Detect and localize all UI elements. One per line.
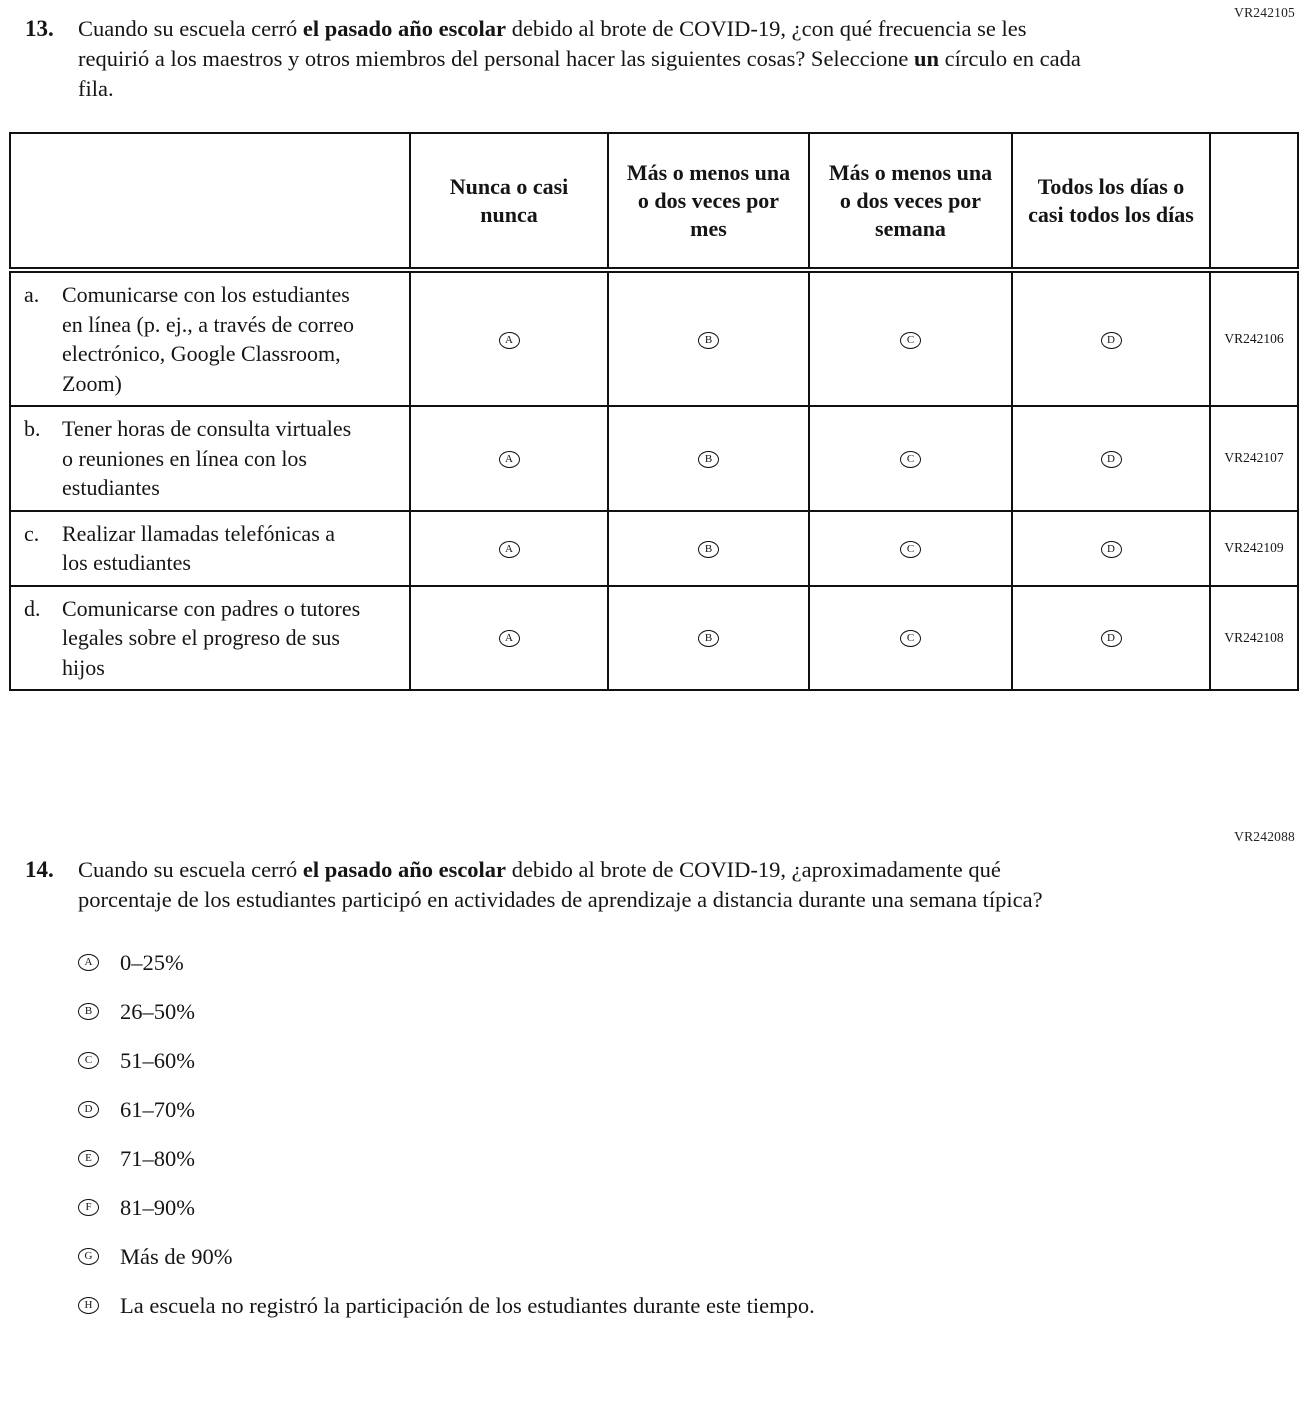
q14-option-b-text: 26–50% — [120, 999, 195, 1024]
table-row-b — [10, 406, 1298, 511]
q13-d-bubble-D[interactable]: D — [1101, 630, 1122, 647]
table-row-d — [10, 586, 1298, 691]
question-14-number: 14. — [25, 857, 54, 882]
q14-bubble-B[interactable]: B — [78, 1003, 99, 1020]
row-a-item — [10, 270, 410, 406]
table-header-row — [10, 133, 1298, 270]
column-header-weekly: Más o menos una o dos veces por semana — [809, 133, 1012, 270]
question-14-options — [78, 947, 1306, 1321]
q14-bubble-D[interactable]: D — [78, 1101, 99, 1118]
q14-option-d-text: 61–70% — [120, 1097, 195, 1122]
q14-option-g-text: Más de 90% — [120, 1244, 233, 1269]
q14-option-h[interactable] — [78, 1290, 1306, 1321]
q14-option-f-text: 81–90% — [120, 1195, 195, 1220]
q13-a-bubble-B[interactable]: B — [698, 332, 719, 349]
row-b-item — [10, 406, 410, 511]
q13-b-bubble-B[interactable]: B — [698, 451, 719, 468]
row-c-letter: c. — [24, 520, 40, 546]
question-13 — [0, 0, 1306, 104]
q13-a-bubble-D[interactable]: D — [1101, 332, 1122, 349]
q13-prompt-bold: un — [914, 46, 940, 71]
row-b-letter: b. — [24, 416, 41, 441]
q13-c-bubble-D[interactable]: D — [1101, 541, 1122, 558]
q14-option-e-text: 71–80% — [120, 1146, 195, 1171]
q14-option-c[interactable] — [78, 1045, 1306, 1076]
column-header-never: Nunca o casi nunca — [410, 133, 608, 270]
row-c-code: VR242109 — [1210, 511, 1298, 586]
header-stub — [10, 133, 410, 270]
q13-prompt-seg: Cuando su escuela cerró — [78, 16, 303, 41]
header-code-stub — [1210, 133, 1298, 270]
row-c-item — [10, 511, 410, 586]
question-13-prompt — [78, 14, 1088, 104]
q13-b-bubble-D[interactable]: D — [1101, 451, 1122, 468]
q14-prompt-bold: el pasado año escolar — [302, 857, 507, 882]
q14-option-c-text: 51–60% — [120, 1048, 195, 1073]
row-d-text: Comunicarse con padres o tutores legales sobre el progreso de sus hijos — [62, 595, 361, 680]
q14-option-a-text: 0–25% — [120, 950, 184, 975]
q14-bubble-F[interactable]: F — [78, 1199, 99, 1216]
form-code-mid: VR242088 — [1234, 829, 1295, 844]
q14-option-b[interactable] — [78, 996, 1306, 1027]
q14-bubble-C[interactable]: C — [78, 1052, 99, 1069]
q14-option-e[interactable] — [78, 1143, 1306, 1174]
q14-bubble-H[interactable]: H — [78, 1297, 99, 1314]
row-b-text: Tener horas de consulta virtuales o reuniones en línea con los estudiantes — [62, 416, 352, 500]
question-14-prompt — [78, 855, 1088, 915]
q14-bubble-A[interactable]: A — [78, 954, 99, 971]
row-c-text: Realizar llamadas telefónicas a los estudiantes — [62, 520, 336, 575]
row-a-letter: a. — [24, 282, 40, 307]
q13-c-bubble-C[interactable]: C — [900, 541, 921, 558]
q13-prompt-bold: el pasado año escolar — [302, 16, 507, 41]
q13-c-bubble-B[interactable]: B — [698, 541, 719, 558]
q13-a-bubble-A[interactable]: A — [499, 332, 520, 349]
form-code-top: VR242105 — [1234, 5, 1295, 20]
q14-bubble-E[interactable]: E — [78, 1150, 99, 1167]
row-a-text: Comunicarse con los estudiantes en línea (p. ej., a través de correo electrónico, Google Classroom, Zoom) — [62, 282, 354, 396]
q14-bubble-G[interactable]: G — [78, 1248, 99, 1265]
q14-option-g[interactable] — [78, 1241, 1306, 1272]
column-header-daily: Todos los días o casi todos los días — [1012, 133, 1210, 270]
row-d-code: VR242108 — [1210, 586, 1298, 691]
q14-prompt-seg: Cuando su escuela cerró — [78, 857, 303, 882]
q14-option-d[interactable] — [78, 1094, 1306, 1125]
q13-prompt-seg: debido al brote de COVID-19, ¿con qué frecuencia se les requirió a los maestros y otros miembros del personal hacer las siguientes cosas? Seleccione — [78, 16, 1027, 71]
q13-a-bubble-C[interactable]: C — [900, 332, 921, 349]
q13-prompt-seg: círculo en cada fila. — [78, 46, 1081, 101]
question-13-number: 13. — [25, 16, 54, 41]
q14-option-h-text: La escuela no registró la participación de los estudiantes durante este tiempo. — [120, 1293, 815, 1318]
q13-d-bubble-B[interactable]: B — [698, 630, 719, 647]
q13-d-bubble-C[interactable]: C — [900, 630, 921, 647]
question-13-table — [9, 132, 1299, 691]
q13-c-bubble-A[interactable]: A — [499, 541, 520, 558]
q14-option-a[interactable] — [78, 947, 1306, 978]
column-header-monthly: Más o menos una o dos veces por mes — [608, 133, 809, 270]
row-b-code: VR242107 — [1210, 406, 1298, 511]
row-d-item — [10, 586, 410, 691]
row-d-letter: d. — [24, 595, 41, 621]
q13-b-bubble-A[interactable]: A — [499, 451, 520, 468]
question-14 — [0, 855, 1306, 915]
table-row-a — [10, 270, 1298, 406]
q14-prompt-seg: debido al brote de COVID-19, ¿aproximadamente qué porcentaje de los estudiantes participó en actividades de aprendizaje a distancia durante una semana típica? — [78, 857, 1043, 912]
row-a-code: VR242106 — [1210, 270, 1298, 406]
q13-b-bubble-C[interactable]: C — [900, 451, 921, 468]
table-row-c — [10, 511, 1298, 586]
q14-option-f[interactable] — [78, 1192, 1306, 1223]
q13-d-bubble-A[interactable]: A — [499, 630, 520, 647]
